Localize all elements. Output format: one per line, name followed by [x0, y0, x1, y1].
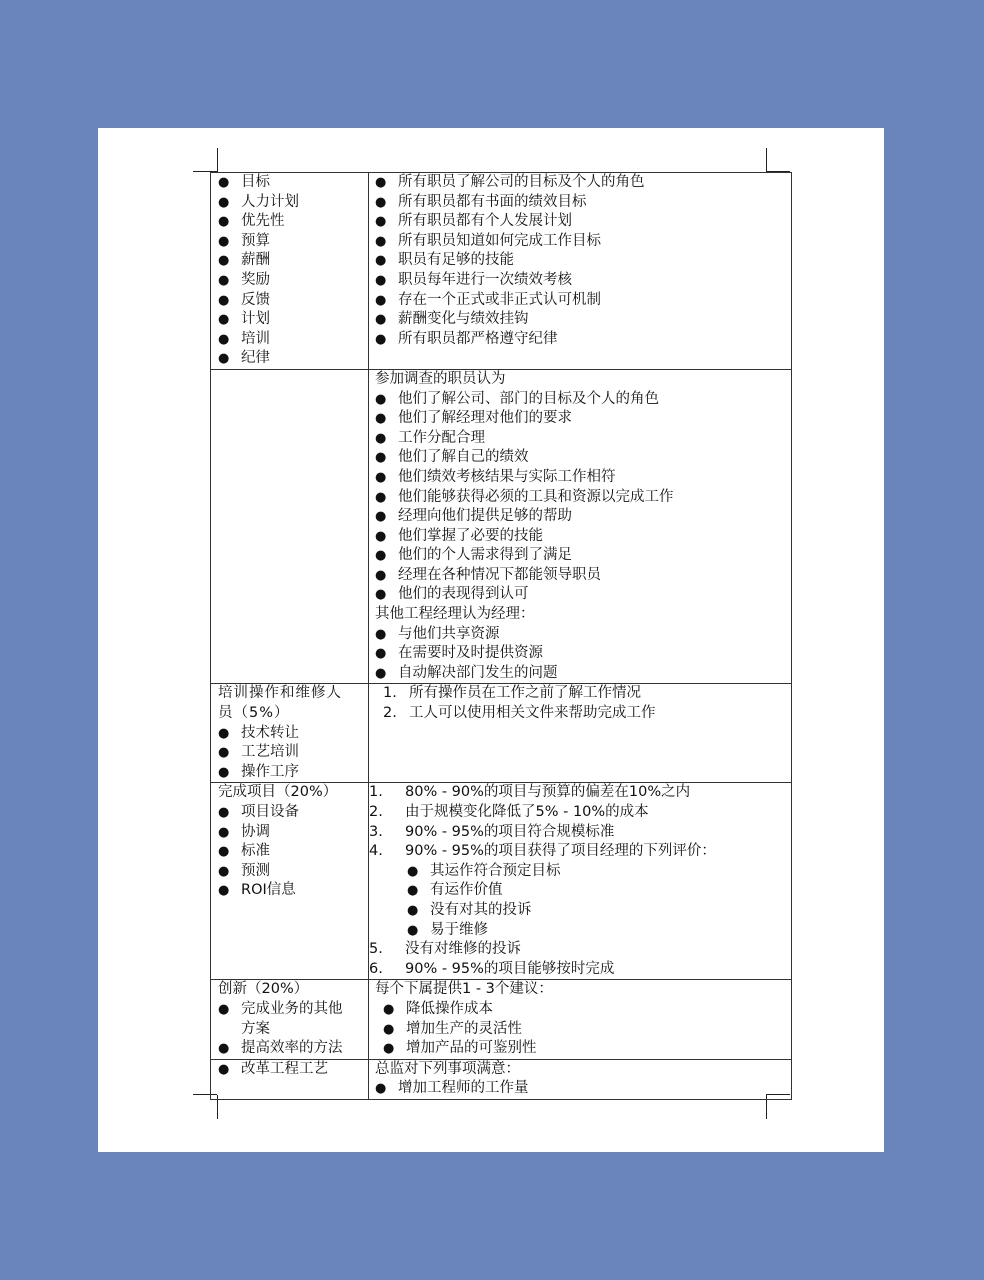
bullet-icon: [375, 232, 398, 252]
bullet-icon: [375, 271, 398, 291]
bullet-icon: [407, 862, 430, 882]
list-item: ●优先性: [218, 212, 368, 232]
list-item: ●经理在各种情况下都能领导职员: [375, 566, 791, 586]
list-item: 4. 90% - 95%的项目获得了项目经理的下列评价：: [369, 843, 716, 860]
bullet-icon: [375, 429, 398, 449]
list-item: ●工艺培训: [218, 743, 368, 763]
row6-left-cell: [211, 1059, 369, 1099]
bullet-icon: [218, 232, 241, 252]
list-item: ●薪酬: [218, 251, 368, 271]
list-item: ●标准: [218, 842, 368, 862]
list-item: ●在需要时及时提供资源: [375, 644, 791, 664]
bullet-icon: [375, 644, 398, 664]
bullet-icon: [375, 527, 398, 547]
bullet-icon: [375, 212, 398, 232]
bullet-icon: [375, 173, 398, 193]
row1-left-cell: [211, 173, 369, 370]
bullet-icon: [218, 310, 241, 330]
list-item: 5. 没有对维修的投诉: [369, 941, 521, 958]
paragraph: 其他工程经理认为经理：: [375, 606, 535, 623]
list-item: ●他们掌握了必要的技能: [375, 527, 791, 547]
bullet-icon: [375, 546, 398, 566]
list-item: ●工作分配合理: [375, 429, 791, 449]
list-item: 1. 80% - 90%的项目与预算的偏差在10%之内: [369, 784, 691, 801]
bullet-icon: [218, 1000, 241, 1020]
row3-left-cell: [211, 684, 369, 783]
list-item: ●培训: [218, 330, 368, 350]
bullet-icon: [375, 310, 398, 330]
list-item: ●其运作符合预定目标: [375, 862, 791, 882]
list-item: ●有运作价值: [375, 881, 791, 901]
bullet-icon: [218, 1060, 241, 1080]
bullet-icon: [218, 291, 241, 311]
bullet-icon: [218, 271, 241, 291]
list-item: ●完成业务的其他: [218, 1000, 368, 1020]
list-item: ●自动解决部门发生的问题: [375, 664, 791, 684]
list-item: ●增加产品的可鉴别性: [375, 1039, 791, 1059]
list-item: ●他们了解自己的绩效: [375, 448, 791, 468]
bullet-icon: [383, 1020, 406, 1040]
paragraph: 每个下属提供1 - 3个建议：: [375, 981, 553, 998]
list-item: ●ROI信息: [218, 881, 368, 901]
row1-right-cell: [369, 173, 792, 370]
list-item: ●职员每年进行一次绩效考核: [375, 271, 791, 291]
list-item: ●纪律: [218, 349, 368, 369]
section-title: 完成项目（20%）: [218, 784, 338, 801]
list-item: ●职员有足够的技能: [375, 251, 791, 271]
table-row: [211, 173, 792, 370]
paragraph: 总监对下列事项满意：: [375, 1060, 520, 1077]
list-item: ●他们的个人需求得到了满足: [375, 546, 791, 566]
table-row: [211, 1059, 792, 1099]
row3-right-cell: [369, 684, 792, 783]
list-item: ●没有对其的投诉: [375, 901, 791, 921]
list-item: ●项目设备: [218, 803, 368, 823]
bullet-icon: [407, 881, 430, 901]
list-item: ●所有职员都有书面的绩效目标: [375, 193, 791, 213]
table-row: [211, 783, 792, 980]
list-item: ●薪酬变化与绩效挂钩: [375, 310, 791, 330]
row2-right-cell: [369, 369, 792, 684]
list-item: ●增加生产的灵活性: [375, 1020, 791, 1040]
list-item: ●协调: [218, 823, 368, 843]
row6-right-cell: [369, 1059, 792, 1099]
list-item-continuation: 方案: [241, 1020, 270, 1037]
bullet-icon: [375, 330, 398, 350]
bullet-icon: [383, 1039, 406, 1059]
list-item: 2. 由于规模变化降低了5% - 10%的成本: [369, 804, 649, 820]
list-item: ●预算: [218, 232, 368, 252]
bullet-icon: [383, 1000, 406, 1020]
bullet-icon: [375, 448, 398, 468]
bullet-icon: [375, 390, 398, 410]
list-item: ●存在一个正式或非正式认可机制: [375, 291, 791, 311]
crop-mark: [217, 148, 218, 172]
list-item: 3. 90% - 95%的项目符合规模标准: [369, 823, 615, 840]
list-item: ●反馈: [218, 291, 368, 311]
bullet-icon: [375, 193, 398, 213]
bullet-icon: [218, 743, 241, 763]
bullet-icon: [218, 881, 241, 901]
row2-left-cell: [211, 369, 369, 684]
list-item: ●他们了解公司、部门的目标及个人的角色: [375, 390, 791, 410]
bullet-icon: [218, 1039, 241, 1059]
row5-left-cell: [211, 980, 369, 1059]
paragraph: 参加调查的职员认为: [375, 370, 506, 387]
list-item: ●他们的表现得到认可: [375, 585, 791, 605]
bullet-icon: [407, 921, 430, 941]
bullet-icon: [375, 1079, 398, 1099]
bullet-icon: [375, 625, 398, 645]
list-item: ●他们绩效考核结果与实际工作相符: [375, 468, 791, 488]
bullet-icon: [375, 251, 398, 271]
row4-right-cell: [369, 783, 792, 980]
bullet-icon: [218, 842, 241, 862]
list-item: ●预测: [218, 862, 368, 882]
bullet-icon: [218, 349, 241, 369]
list-item: ●他们了解经理对他们的要求: [375, 409, 791, 429]
list-item: ●他们能够获得必须的工具和资源以完成工作: [375, 488, 791, 508]
list-item: ●所有职员都有个人发展计划: [375, 212, 791, 232]
bullet-icon: [218, 763, 241, 783]
list-item: ●所有职员都严格遵守纪律: [375, 330, 791, 350]
document-page: [98, 128, 884, 1152]
bullet-icon: [375, 566, 398, 586]
list-item: ●降低操作成本: [375, 1000, 791, 1020]
list-item: ●易于维修: [375, 921, 791, 941]
section-title: 创新（20%）: [218, 981, 309, 998]
bullet-icon: [218, 803, 241, 823]
list-item: 2. 工人可以使用相关文件来帮助完成工作: [383, 705, 656, 722]
list-item: ●计划: [218, 310, 368, 330]
bullet-icon: [218, 193, 241, 213]
crop-mark: [766, 148, 767, 172]
list-item: ●经理向他们提供足够的帮助: [375, 507, 791, 527]
table-row: [211, 684, 792, 783]
bullet-icon: [218, 173, 241, 193]
section-title: 培训操作和维修人: [218, 685, 342, 702]
list-item: ●目标: [218, 173, 368, 193]
list-item: 6. 90% - 95%的项目能够按时完成: [369, 960, 615, 977]
section-title: 员（5%）: [218, 705, 290, 722]
list-item: ●奖励: [218, 271, 368, 291]
list-item: ●与他们共享资源: [375, 625, 791, 645]
bullet-icon: [218, 862, 241, 882]
bullet-icon: [375, 488, 398, 508]
bullet-icon: [375, 291, 398, 311]
list-item: ●所有职员了解公司的目标及个人的角色: [375, 173, 791, 193]
list-item: ●增加工程师的工作量: [375, 1079, 791, 1099]
bullet-icon: [218, 724, 241, 744]
bullet-icon: [375, 585, 398, 605]
bullet-icon: [218, 823, 241, 843]
list-item: ●技术转让: [218, 724, 368, 744]
list-item: ●改革工程工艺: [218, 1060, 368, 1080]
bullet-icon: [375, 664, 398, 684]
bullet-icon: [218, 330, 241, 350]
performance-table: [210, 172, 792, 1100]
bullet-icon: [407, 901, 430, 921]
list-item: ●提高效率的方法: [218, 1039, 368, 1059]
list-item: ●人力计划: [218, 193, 368, 213]
list-item: ●操作工序: [218, 763, 368, 783]
bullet-icon: [218, 212, 241, 232]
row4-left-cell: [211, 783, 369, 980]
table-row: [211, 980, 792, 1059]
list-item: ●所有职员知道如何完成工作目标: [375, 232, 791, 252]
row5-right-cell: [369, 980, 792, 1059]
bullet-icon: [218, 251, 241, 271]
list-item: 1. 所有操作员在工作之前了解工作情况: [383, 685, 641, 702]
table-row: [211, 369, 792, 684]
bullet-icon: [375, 409, 398, 429]
bullet-icon: [375, 468, 398, 488]
bullet-icon: [375, 507, 398, 527]
